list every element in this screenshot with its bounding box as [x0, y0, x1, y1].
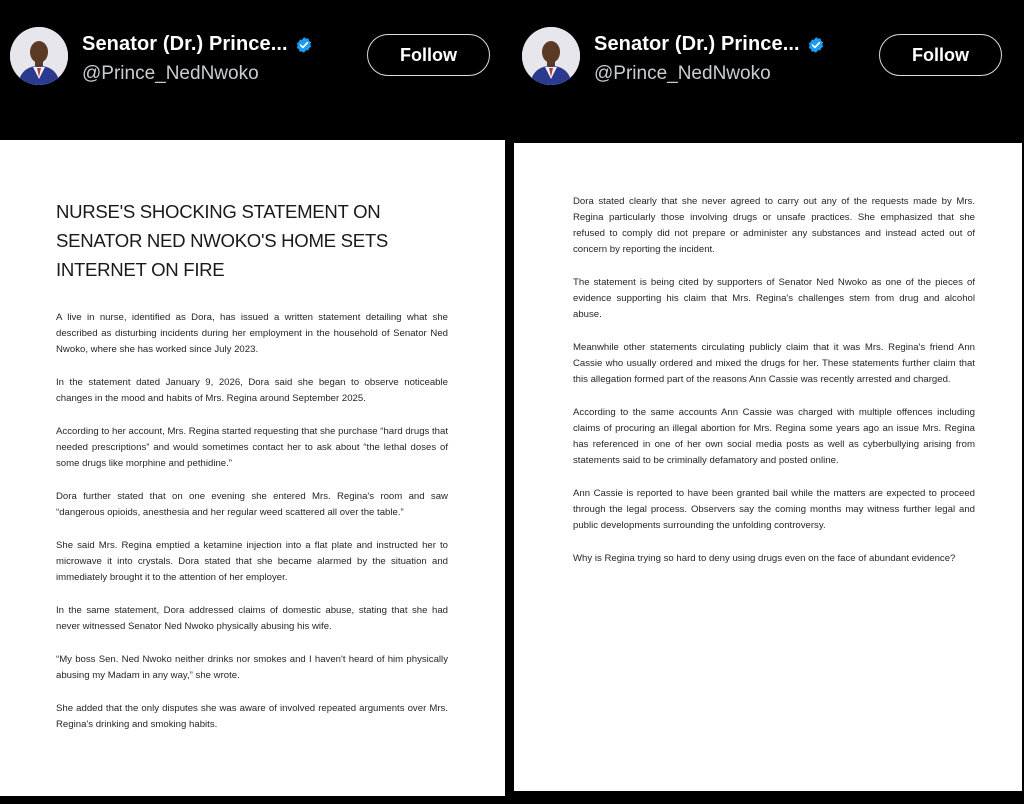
paragraph: A live in nurse, identified as Dora, has issued a written statement detailing what she described as disturbing incidents during her employment in the household of Senator Ned Nwoko, where she has worked since July 2023.: [56, 312, 448, 355]
post-panel-right: [512, 0, 1024, 804]
paragraph: “My boss Sen. Ned Nwoko neither drinks nor smokes and I haven't heard of him physically abusing my Madam in any way,” she wrote.: [56, 654, 448, 681]
display-name[interactable]: Senator (Dr.) Prince...: [82, 33, 288, 55]
paragraph: Dora further stated that on one evening she entered Mrs. Regina's room and saw “dangerous opioids, anesthesia and her regular weed scattered all over the table.”: [56, 491, 448, 518]
follow-button[interactable]: Follow: [879, 34, 1002, 76]
profile-photo: [10, 27, 68, 85]
display-name[interactable]: Senator (Dr.) Prince...: [594, 33, 800, 55]
avatar[interactable]: [10, 27, 68, 85]
article-body-left: [56, 310, 448, 750]
paragraph: In the same statement, Dora addressed claims of domestic abuse, stating that she had never witnessed Senator Ned Nwoko physically abusing his wife.: [56, 605, 448, 632]
avatar[interactable]: [522, 27, 580, 85]
paragraph: The statement is being cited by supporters of Senator Ned Nwoko as one of the pieces of evidence supporting his claim that Mrs. Regina's challenges stem from drug and alcohol abuse.: [573, 277, 975, 320]
display-name-row: [82, 33, 313, 56]
post-header: [512, 0, 1024, 140]
title-line: INTERNET ON FIRE: [56, 259, 225, 280]
display-name-row: [594, 33, 825, 56]
paragraph: She said Mrs. Regina emptied a ketamine injection into a flat plate and instructed her to microwave it into crystals. Dora stated that she became alarmed by the situation and immediately brought it to the attention of her employer.: [56, 540, 448, 583]
paragraph: According to the same accounts Ann Cassie was charged with multiple offences including claims of procuring an illegal abortion for Mrs. Regina some years ago an issue Mrs. Regina has referenced in one of her own social media posts as well as cyberbullying arising from statements said to be criminally defamatory and posted online.: [573, 407, 975, 466]
paragraph: In the statement dated January 9, 2026, Dora said she began to observe noticeable changes in the mood and habits of Mrs. Regina around September 2025.: [56, 377, 448, 404]
paragraph: According to her account, Mrs. Regina started requesting that she purchase “hard drugs that needed prescriptions” and would sometimes contact her to ask about “the lethal doses of some drugs like morphine and pethidine.”: [56, 426, 448, 469]
paragraph: Meanwhile other statements circulating publicly claim that it was Mrs. Regina's friend Ann Cassie who usually ordered and mixed the drugs for her. These statements further claim that this allegation formed part of the reasons Ann Cassie was recently arrested and charged.: [573, 342, 975, 385]
user-handle[interactable]: @Prince_NedNwoko: [594, 63, 771, 84]
post-header: [0, 0, 512, 140]
verified-badge-icon: [807, 36, 825, 54]
article-body-right: [573, 194, 975, 584]
title-line: SENATOR NED NWOKO'S HOME SETS: [56, 230, 388, 251]
profile-photo: [522, 27, 580, 85]
verified-badge-icon: [295, 36, 313, 54]
paragraph: Why is Regina trying so hard to deny using drugs even on the face of abundant evidence?: [573, 553, 956, 564]
paragraph: Dora stated clearly that she never agreed to carry out any of the requests made by Mrs. Regina particularly those involving drugs or unsafe practices. She emphasized that she refused to comply did not prepare or administer any substances and instead acted out of concern by reporting the incident.: [573, 196, 975, 255]
article-title: [56, 197, 456, 284]
paragraph: She added that the only disputes she was aware of involved repeated arguments over Mrs. Regina's drinking and smoking habits.: [56, 703, 448, 730]
user-handle[interactable]: @Prince_NedNwoko: [82, 63, 259, 84]
paragraph: Ann Cassie is reported to have been granted bail while the matters are expected to proceed through the legal process. Observers say the coming months may witness further legal and public developments surrounding the unfolding controversy.: [573, 488, 975, 531]
title-line: NURSE'S SHOCKING STATEMENT ON: [56, 201, 381, 222]
follow-button[interactable]: Follow: [367, 34, 490, 76]
